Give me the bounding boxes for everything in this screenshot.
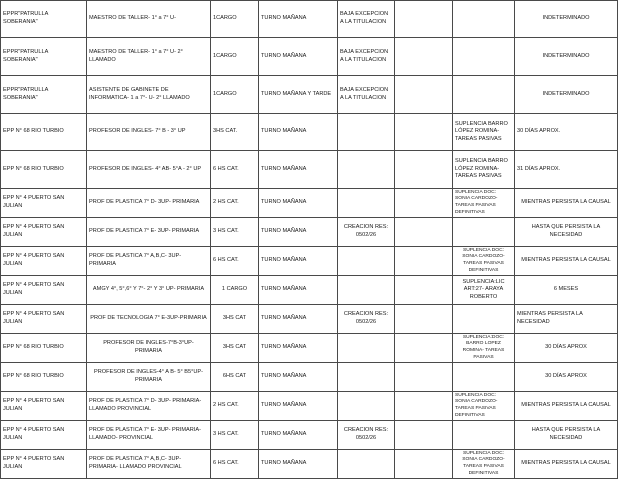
empty-cell: [395, 334, 453, 363]
empty-cell: [395, 363, 453, 392]
cargo-cell: PROF DE PLASTICA 7° A,B,C- 3UP- PRIMARIA- LLAMADO PROVINCIAL: [87, 450, 211, 479]
cargo-cell: PROFESOR DE INGLES- 4° AB- 5°A - 2° UP: [87, 151, 211, 189]
motivo-cell: [338, 334, 395, 363]
duracion-cell: INDETERMINADO: [515, 1, 618, 38]
table-row: [1, 421, 618, 450]
establecimiento-cell: EPP N° 4 PUERTO SAN JULIAN: [1, 189, 87, 218]
cargo-cell: AMGY 4°, 5°,6° Y 7°- 2° Y 3° UP- PRIMARIA: [87, 276, 211, 305]
establecimiento-cell: EPP N° 68 RIO TURBIO: [1, 151, 87, 189]
turno-cell: TURNO MAÑANA: [259, 334, 338, 363]
cantidad-cell: 3 HS CAT.: [211, 218, 259, 247]
empty-cell: [395, 76, 453, 114]
turno-cell: TURNO MAÑANA: [259, 114, 338, 151]
empty-cell: [395, 276, 453, 305]
duracion-cell: INDETERMINADO: [515, 38, 618, 76]
cargo-cell: PROF DE PLASTICA 7° D- 3UP- PRIMARIA: [87, 189, 211, 218]
table-row: [1, 392, 618, 421]
table-row: [1, 1, 618, 38]
cargo-cell: PROF DE TECNOLOGIA 7° E-3UP-PRIMARIA: [87, 305, 211, 334]
table-row: [1, 38, 618, 76]
empty-cell: [395, 421, 453, 450]
motivo-cell: CREACION RES: 0502/26: [338, 421, 395, 450]
establecimiento-cell: EPP N° 4 PUERTO SAN JULIAN: [1, 305, 87, 334]
duracion-cell: 31 DÍAS APROX.: [515, 151, 618, 189]
motivo-cell: BAJA EXCEPCION A LA TITULACION: [338, 76, 395, 114]
cantidad-cell: 3HS CAT: [211, 305, 259, 334]
turno-cell: TURNO MAÑANA: [259, 305, 338, 334]
table-row: [1, 450, 618, 479]
motivo-cell: [338, 276, 395, 305]
suplencia-cell: [453, 1, 515, 38]
motivo-cell: CREACION RES: 0502/26: [338, 305, 395, 334]
duracion-cell: MIENTRAS PERSISTA LA CAUSAL: [515, 392, 618, 421]
table-row: [1, 189, 618, 218]
empty-cell: [395, 247, 453, 276]
suplencia-cell: [453, 363, 515, 392]
cargo-cell: PROFESOR DE INGLES-7°B-3°UP- PRIMARIA: [87, 334, 211, 363]
establecimiento-cell: EPP N° 4 PUERTO SAN JULIAN: [1, 392, 87, 421]
turno-cell: TURNO MAÑANA: [259, 450, 338, 479]
cantidad-cell: 3HS CAT.: [211, 114, 259, 151]
turno-cell: TURNO MAÑANA: [259, 218, 338, 247]
cargo-cell: PROF DE PLASTICA 7° E- 3UP- PRIMARIA- LLAMADO- PROVINCIAL: [87, 421, 211, 450]
empty-cell: [395, 151, 453, 189]
table-row: [1, 363, 618, 392]
empty-cell: [395, 305, 453, 334]
establecimiento-cell: EPP N° 4 PUERTO SAN JULIAN: [1, 421, 87, 450]
turno-cell: TURNO MAÑANA: [259, 1, 338, 38]
motivo-cell: [338, 114, 395, 151]
table-row: [1, 76, 618, 114]
duracion-cell: MIENTRAS PERSISTA LA CAUSAL: [515, 189, 618, 218]
turno-cell: TURNO MAÑANA: [259, 276, 338, 305]
suplencia-cell: [453, 76, 515, 114]
cantidad-cell: 6HS CAT: [211, 363, 259, 392]
empty-cell: [395, 218, 453, 247]
cantidad-cell: 3 HS CAT.: [211, 421, 259, 450]
cargo-cell: PROF DE PLASTICA 7° D- 3UP- PRIMARIA- LLAMADO PROVINCIAL: [87, 392, 211, 421]
duracion-cell: 30 DÍAS APROX: [515, 334, 618, 363]
motivo-cell: [338, 151, 395, 189]
table-row: [1, 334, 618, 363]
duracion-cell: HASTA QUE PERSISTA LA NECESIDAD: [515, 218, 618, 247]
motivo-cell: [338, 247, 395, 276]
cargo-cell: PROF DE PLASTICA 7° E- 3UP- PRIMARIA: [87, 218, 211, 247]
turno-cell: TURNO MAÑANA: [259, 392, 338, 421]
cantidad-cell: 6 HS CAT.: [211, 151, 259, 189]
cargo-cell: MAESTRO DE TALLER- 1° a 7° U- 2° LLAMADO: [87, 38, 211, 76]
duracion-cell: MIENTRAS PERSISTA LA NECESIDAD: [515, 305, 618, 334]
table-row: [1, 247, 618, 276]
duracion-cell: MIENTRAS PERSISTA LA CAUSAL: [515, 450, 618, 479]
turno-cell: TURNO MAÑANA: [259, 247, 338, 276]
motivo-cell: [338, 392, 395, 421]
cantidad-cell: 2 HS CAT.: [211, 392, 259, 421]
duracion-cell: 30 DÍAS APROX.: [515, 114, 618, 151]
cargo-cell: PROFESOR DE INGLES- 7° B - 3° UP: [87, 114, 211, 151]
establecimiento-cell: EPP N° 4 PUERTO SAN JULIAN: [1, 218, 87, 247]
table-row: [1, 305, 618, 334]
suplencia-cell: [453, 218, 515, 247]
cantidad-cell: 2 HS CAT.: [211, 189, 259, 218]
suplencia-cell: SUPLENCIA DOC: SONIA CARDOZO- TAREAS PASIVAS DEFINITIVAS: [453, 450, 515, 479]
establecimiento-cell: EPP N° 68 RIO TURBIO: [1, 114, 87, 151]
cargo-cell: PROF DE PLASTICA 7° A,B,C- 3UP- PRIMARIA: [87, 247, 211, 276]
motivo-cell: [338, 363, 395, 392]
turno-cell: TURNO MAÑANA Y TARDE: [259, 76, 338, 114]
suplencia-cell: [453, 305, 515, 334]
duracion-cell: INDETERMINADO: [515, 76, 618, 114]
suplencia-cell: SUPLENCIA:LIC ART:27- ARAYA ROBERTO: [453, 276, 515, 305]
suplencia-cell: [453, 421, 515, 450]
duracion-cell: 6 MESES: [515, 276, 618, 305]
establecimiento-cell: EPPR"PATRULLA SOBERANIA": [1, 38, 87, 76]
motivo-cell: BAJA EXCEPCION A LA TITULACION: [338, 38, 395, 76]
motivo-cell: BAJA EXCEPCION A LA TITULACION: [338, 1, 395, 38]
turno-cell: TURNO MAÑANA: [259, 151, 338, 189]
table-row: [1, 114, 618, 151]
establecimiento-cell: EPP N° 68 RIO TURBIO: [1, 334, 87, 363]
empty-cell: [395, 1, 453, 38]
cantidad-cell: 1CARGO: [211, 1, 259, 38]
cantidad-cell: 6 HS CAT.: [211, 450, 259, 479]
table-row: [1, 276, 618, 305]
turno-cell: TURNO MAÑANA: [259, 421, 338, 450]
motivo-cell: [338, 189, 395, 218]
establecimiento-cell: EPP N° 68 RIO TURBIO: [1, 363, 87, 392]
establecimiento-cell: EPP N° 4 PUERTO SAN JULIAN: [1, 276, 87, 305]
table-row: [1, 218, 618, 247]
duracion-cell: MIENTRAS PERSISTA LA CAUSAL: [515, 247, 618, 276]
empty-cell: [395, 450, 453, 479]
suplencia-cell: SUPLENCIA BARRO LÓPEZ ROMINA- TAREAS PASIVAS: [453, 114, 515, 151]
establecimiento-cell: EPP N° 4 PUERTO SAN JULIAN: [1, 450, 87, 479]
empty-cell: [395, 114, 453, 151]
establecimiento-cell: EPP N° 4 PUERTO SAN JULIAN: [1, 247, 87, 276]
cantidad-cell: 1 CARGO: [211, 276, 259, 305]
cantidad-cell: 3HS CAT: [211, 334, 259, 363]
cargo-cell: ASISTENTE DE GABINETE DE INFORMATICA- 1 a 7°- U- 2° LLAMADO: [87, 76, 211, 114]
suplencia-cell: [453, 38, 515, 76]
establecimiento-cell: EPPR"PATRULLA SOBERANIA": [1, 1, 87, 38]
establecimiento-cell: EPPR"PATRULLA SOBERANIA": [1, 76, 87, 114]
cantidad-cell: 1CARGO: [211, 76, 259, 114]
turno-cell: TURNO MAÑANA: [259, 363, 338, 392]
empty-cell: [395, 392, 453, 421]
suplencia-cell: SUPLENCIA BARRO LÓPEZ ROMINA- TAREAS PASIVAS: [453, 151, 515, 189]
duracion-cell: HASTA QUE PERSISTA LA NECESIDAD: [515, 421, 618, 450]
suplencia-cell: SUPLENCIA DOC: SONIA CARDOZO- TAREAS PASIVAS DEFINITIVAS: [453, 392, 515, 421]
duracion-cell: 30 DÍAS APROX: [515, 363, 618, 392]
empty-cell: [395, 189, 453, 218]
empty-cell: [395, 38, 453, 76]
suplencia-cell: SUPLENCIA DOC: SONIA CARDOZO- TAREAS PASIVAS DEFINITIVAS: [453, 189, 515, 218]
cargo-cell: PROFESOR DE INGLES-4° A B- 5° B5°UP- PRIMARIA: [87, 363, 211, 392]
cantidad-cell: 1CARGO: [211, 38, 259, 76]
cantidad-cell: 6 HS CAT.: [211, 247, 259, 276]
cargo-cell: MAESTRO DE TALLER- 1° a 7° U-: [87, 1, 211, 38]
turno-cell: TURNO MAÑANA: [259, 38, 338, 76]
table-row: [1, 151, 618, 189]
turno-cell: TURNO MAÑANA: [259, 189, 338, 218]
motivo-cell: [338, 450, 395, 479]
suplencia-cell: SUPLENCIA:DOC: BARRO LOPEZ ROMINA- TAREAS PASIVAS: [453, 334, 515, 363]
suplencia-cell: SUPLENCIA DOC: SONIA CARDOZO- TAREAS PASIVAS DEFINITIVAS: [453, 247, 515, 276]
motivo-cell: CREACION RES: 0502/26: [338, 218, 395, 247]
